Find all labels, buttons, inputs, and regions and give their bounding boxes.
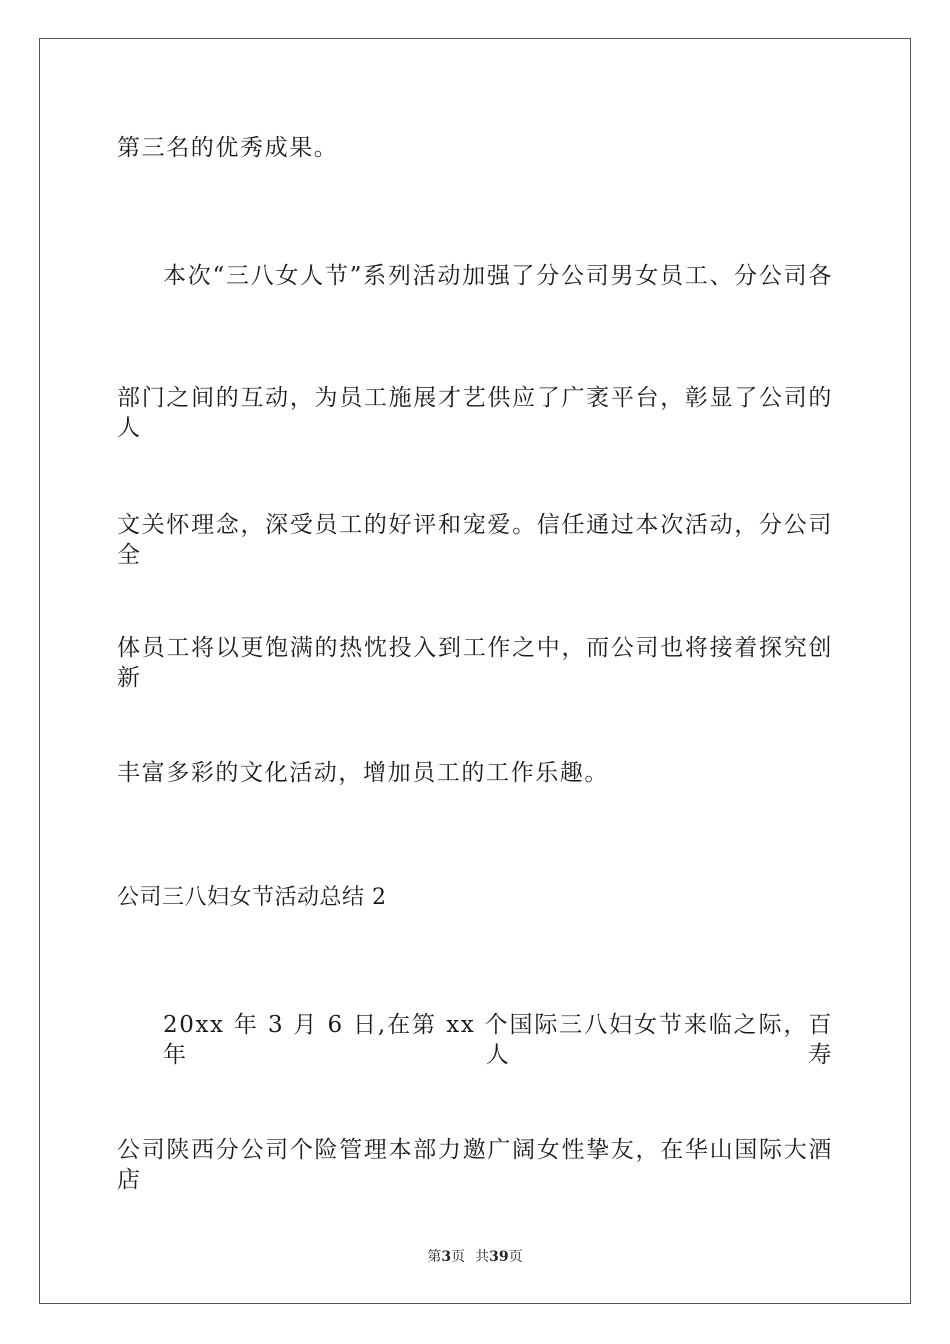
total-pages: 39 — [489, 1249, 509, 1265]
section-heading: 公司三八妇女节活动总结 2 — [117, 885, 387, 910]
total-prefix: 共 — [475, 1249, 490, 1265]
text-line: 文关怀理念，深受员工的好评和宠爱。信任通过本次活动，分公司全 — [117, 512, 833, 568]
text-line: 公司陕西分公司个险管理本部力邀广阔女性挚友，在华山国际大酒店 — [117, 1137, 833, 1193]
text-line: 本次“三八女人节”系列活动加强了分公司男女员工、分公司各 — [163, 263, 833, 289]
text-line: 20xx 年 3 月 6 日,在第 xx 个国际三八妇女节来临之际，百年人寿 — [163, 1012, 833, 1068]
total-suffix: 页 — [508, 1249, 523, 1265]
page-border — [39, 38, 911, 1304]
text-line: 部门之间的互动，为员工施展才艺供应了广袤平台，彰显了公司的人 — [117, 385, 833, 441]
page-prefix: 第 — [427, 1249, 442, 1265]
page-suffix: 页 — [451, 1249, 466, 1265]
text-line: 体员工将以更饱满的热忱投入到工作之中，而公司也将接着探究创新 — [117, 635, 833, 691]
text-line: 丰富多彩的文化活动，增加员工的工作乐趣。 — [117, 760, 609, 786]
page-number: 3 — [441, 1249, 452, 1265]
page-footer — [0, 1248, 950, 1266]
text-line: 第三名的优秀成果。 — [117, 135, 339, 161]
